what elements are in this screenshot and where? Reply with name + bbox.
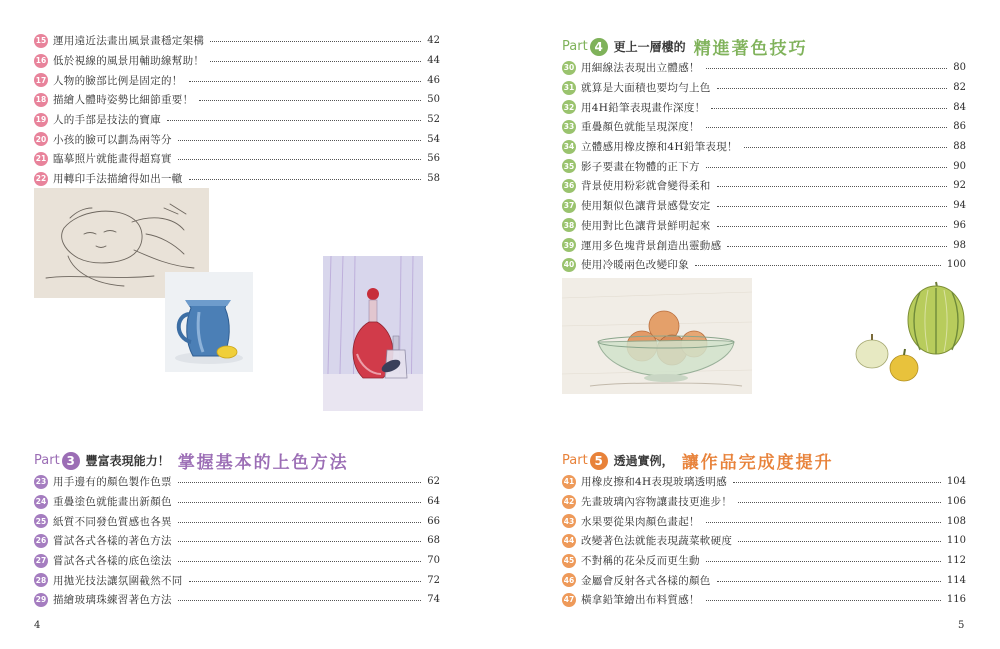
item-title: 運用遠近法畫出風景畫穩定架構 [53, 35, 205, 48]
item-title: 運用多色塊背景創造出靈動感 [581, 239, 722, 252]
item-page: 68 [427, 535, 440, 547]
item-page: 84 [953, 101, 966, 113]
leader-dots [706, 561, 941, 562]
toc-item[interactable] [562, 156, 966, 176]
item-number: 42 [562, 495, 576, 509]
item-page: 90 [953, 160, 966, 172]
item-number: 43 [562, 514, 576, 528]
part-subtitle: 豐富表現能力！ [85, 454, 170, 468]
item-number: 29 [34, 593, 48, 607]
item-title: 背景使用粉彩就會變得柔和 [581, 180, 711, 193]
part-title: 讓作品完成度提升 [681, 453, 834, 473]
item-number: 23 [34, 475, 48, 489]
leader-dots [178, 522, 421, 523]
item-number: 25 [34, 514, 48, 528]
item-page: 112 [946, 555, 966, 567]
item-title: 橫拿鉛筆繪出布料質感！ [581, 594, 700, 607]
toc-item[interactable] [562, 590, 966, 610]
item-number: 27 [34, 554, 48, 568]
leader-dots [706, 68, 947, 69]
item-title: 重疊塗色就能畫出新顏色 [53, 496, 172, 509]
leader-dots [210, 61, 421, 62]
toc-item[interactable] [562, 78, 966, 98]
leader-dots [706, 522, 941, 523]
toc-item[interactable] [562, 492, 966, 512]
item-page: 82 [953, 82, 966, 94]
item-page: 72 [427, 574, 440, 586]
item-page: 50 [427, 94, 440, 106]
item-number: 24 [34, 495, 48, 509]
fruit-bowl-illustration [562, 278, 752, 394]
item-page: 106 [946, 496, 966, 508]
item-page: 116 [946, 594, 966, 606]
toc-item[interactable] [562, 97, 966, 117]
part-number-badge: 3 [62, 452, 80, 470]
toc-item[interactable] [562, 196, 966, 216]
item-title: 重疊顏色就能呈現深度！ [581, 121, 700, 134]
leader-dots [717, 581, 941, 582]
leader-dots [738, 502, 941, 503]
item-title: 先畫玻璃內容物讓畫技更進步！ [581, 496, 733, 509]
leader-dots [167, 120, 421, 121]
item-number: 36 [562, 179, 576, 193]
toc-item[interactable] [34, 90, 440, 110]
toc-item[interactable] [562, 511, 966, 531]
item-number: 30 [562, 61, 576, 75]
item-number: 20 [34, 132, 48, 146]
toc-item[interactable] [562, 176, 966, 196]
blue-jug-illustration [165, 272, 253, 372]
toc-item[interactable] [34, 70, 440, 90]
leader-dots [210, 41, 421, 42]
part-number-badge: 4 [590, 38, 608, 56]
item-number: 22 [34, 172, 48, 186]
item-number: 19 [34, 113, 48, 127]
part-label: Part [34, 453, 60, 468]
part3-toc-list [34, 472, 440, 610]
toc-item[interactable] [562, 235, 966, 255]
part3-heading [34, 448, 349, 473]
toc-item[interactable] [34, 169, 440, 189]
item-page: 54 [427, 133, 440, 145]
item-title: 臨摹照片就能畫得超寫實 [53, 153, 172, 166]
item-title: 用轉印手法描繪得如出一轍 [53, 173, 183, 186]
item-number: 34 [562, 140, 576, 154]
leader-dots [706, 600, 941, 601]
item-number: 46 [562, 573, 576, 587]
item-page: 108 [946, 515, 966, 527]
item-title: 影子要畫在物體的正下方 [581, 160, 700, 173]
item-number: 41 [562, 475, 576, 489]
item-page: 88 [953, 141, 966, 153]
part-title: 精進著色技巧 [693, 39, 808, 59]
toc-item[interactable] [34, 492, 440, 512]
item-number: 47 [562, 593, 576, 607]
item-number: 44 [562, 534, 576, 548]
item-number: 31 [562, 81, 576, 95]
part-label: Part [562, 453, 588, 468]
leader-dots [178, 541, 421, 542]
item-title: 嘗試各式各樣的底色塗法 [53, 555, 172, 568]
item-number: 33 [562, 120, 576, 134]
item-title: 水果要從果肉顏色畫起！ [581, 515, 700, 528]
item-page: 64 [427, 496, 440, 508]
item-page: 56 [427, 153, 440, 165]
item-number: 18 [34, 93, 48, 107]
item-number: 26 [34, 534, 48, 548]
toc-item[interactable] [562, 58, 966, 78]
item-title: 金屬會反射各式各樣的顏色 [581, 574, 711, 587]
item-title: 小孩的臉可以劃為兩等分 [53, 133, 172, 146]
item-title: 描繪人體時姿勢比細節重要！ [53, 94, 194, 107]
item-number: 17 [34, 73, 48, 87]
item-title: 描繪玻璃珠練習著色方法 [53, 594, 172, 607]
toc-item[interactable] [562, 472, 966, 492]
page-number: 5 [958, 620, 965, 631]
toc-item[interactable] [34, 51, 440, 71]
item-title: 用拋光技法讓氛圍截然不同 [53, 574, 183, 587]
leader-dots [717, 226, 948, 227]
item-page: 98 [953, 239, 966, 251]
item-page: 44 [427, 55, 440, 67]
toc-item[interactable] [34, 590, 440, 610]
item-page: 96 [953, 219, 966, 231]
leader-dots [706, 127, 947, 128]
item-page: 104 [946, 476, 966, 488]
item-title: 用4H鉛筆表現畫作深度！ [581, 101, 706, 114]
page-number: 4 [34, 620, 41, 631]
item-title: 低於視線的風景用輔助線幫助！ [53, 55, 205, 68]
chapter2-toc-list [34, 31, 440, 189]
toc-item[interactable] [34, 531, 440, 551]
part-subtitle: 更上一層樓的 [613, 40, 686, 54]
item-title: 改變著色法就能表現蔬菜軟硬度 [581, 535, 733, 548]
item-page: 114 [946, 574, 966, 586]
item-title: 嘗試各式各樣的著色方法 [53, 535, 172, 548]
part-number-badge: 5 [590, 452, 608, 470]
item-page: 52 [427, 114, 440, 126]
item-number: 37 [562, 199, 576, 213]
part-subtitle: 透過實例， [613, 454, 674, 468]
item-title: 人的手部是技法的寶庫 [53, 114, 161, 127]
item-page: 58 [427, 173, 440, 185]
item-page: 80 [953, 62, 966, 74]
leader-dots [189, 581, 422, 582]
leader-dots [706, 167, 947, 168]
leader-dots [738, 541, 941, 542]
leader-dots [189, 179, 422, 180]
item-title: 不對稱的花朵反而更生動 [581, 555, 700, 568]
leader-dots [711, 108, 947, 109]
part5-toc-list [562, 472, 966, 610]
leader-dots [733, 482, 941, 483]
item-page: 92 [953, 180, 966, 192]
leader-dots [717, 88, 948, 89]
item-page: 74 [427, 594, 440, 606]
item-title: 立體感用橡皮擦和4H鉛筆表現！ [581, 141, 738, 154]
toc-item[interactable] [34, 472, 440, 492]
item-number: 28 [34, 573, 48, 587]
toc-item[interactable] [562, 551, 966, 571]
item-number: 45 [562, 554, 576, 568]
item-page: 94 [953, 200, 966, 212]
item-page: 70 [427, 555, 440, 567]
toc-item[interactable] [34, 149, 440, 169]
leader-dots [727, 246, 947, 247]
item-title: 人物的臉部比例是固定的！ [53, 74, 183, 87]
item-number: 40 [562, 258, 576, 272]
toc-item[interactable] [562, 216, 966, 236]
toc-item[interactable] [34, 129, 440, 149]
part-label: Part [562, 39, 588, 54]
item-number: 39 [562, 238, 576, 252]
toc-item[interactable] [562, 531, 966, 551]
right-page [500, 0, 1000, 649]
item-number: 32 [562, 100, 576, 114]
toc-item[interactable] [34, 551, 440, 571]
leader-dots [178, 502, 421, 503]
toc-item[interactable] [562, 117, 966, 137]
leader-dots [178, 600, 421, 601]
item-page: 86 [953, 121, 966, 133]
item-title: 使用冷暖兩色改變印象 [581, 259, 689, 272]
toc-item[interactable] [34, 570, 440, 590]
leader-dots [717, 186, 948, 187]
part4-toc-list [562, 58, 966, 275]
part4-heading [562, 34, 808, 59]
item-page: 46 [427, 74, 440, 86]
toc-item[interactable] [34, 110, 440, 130]
item-page: 66 [427, 515, 440, 527]
part-title: 掌握基本的上色方法 [177, 453, 349, 473]
part5-heading [562, 448, 834, 473]
item-page: 100 [946, 259, 966, 271]
leader-dots [178, 561, 421, 562]
item-number: 15 [34, 34, 48, 48]
leader-dots [744, 147, 947, 148]
item-number: 16 [34, 54, 48, 68]
item-title: 用橡皮擦和4H表現玻璃透明感 [581, 476, 728, 489]
item-number: 38 [562, 218, 576, 232]
toc-item[interactable] [562, 137, 966, 157]
item-title: 用手邊有的顏色製作色票 [53, 476, 172, 489]
item-number: 35 [562, 159, 576, 173]
gourds-illustration [842, 276, 967, 388]
leader-dots [178, 482, 421, 483]
leader-dots [178, 159, 421, 160]
item-page: 62 [427, 476, 440, 488]
item-page: 110 [946, 535, 966, 547]
item-title: 用細線法表現出立體感！ [581, 62, 700, 75]
item-title: 就算是大面積也要均勻上色 [581, 82, 711, 95]
item-title: 紙質不同發色質感也各異 [53, 515, 172, 528]
item-title: 使用類似色讓背景感覺安定 [581, 200, 711, 213]
leader-dots [695, 265, 941, 266]
leader-dots [178, 140, 421, 141]
leader-dots [189, 81, 422, 82]
item-page: 42 [427, 35, 440, 47]
glass-bottles-illustration [323, 256, 423, 411]
leader-dots [717, 206, 948, 207]
toc-item[interactable] [562, 255, 966, 275]
toc-item[interactable] [34, 511, 440, 531]
item-number: 21 [34, 152, 48, 166]
leader-dots [199, 100, 421, 101]
item-title: 使用對比色讓背景鮮明起來 [581, 219, 711, 232]
toc-item[interactable] [34, 31, 440, 51]
toc-item[interactable] [562, 570, 966, 590]
